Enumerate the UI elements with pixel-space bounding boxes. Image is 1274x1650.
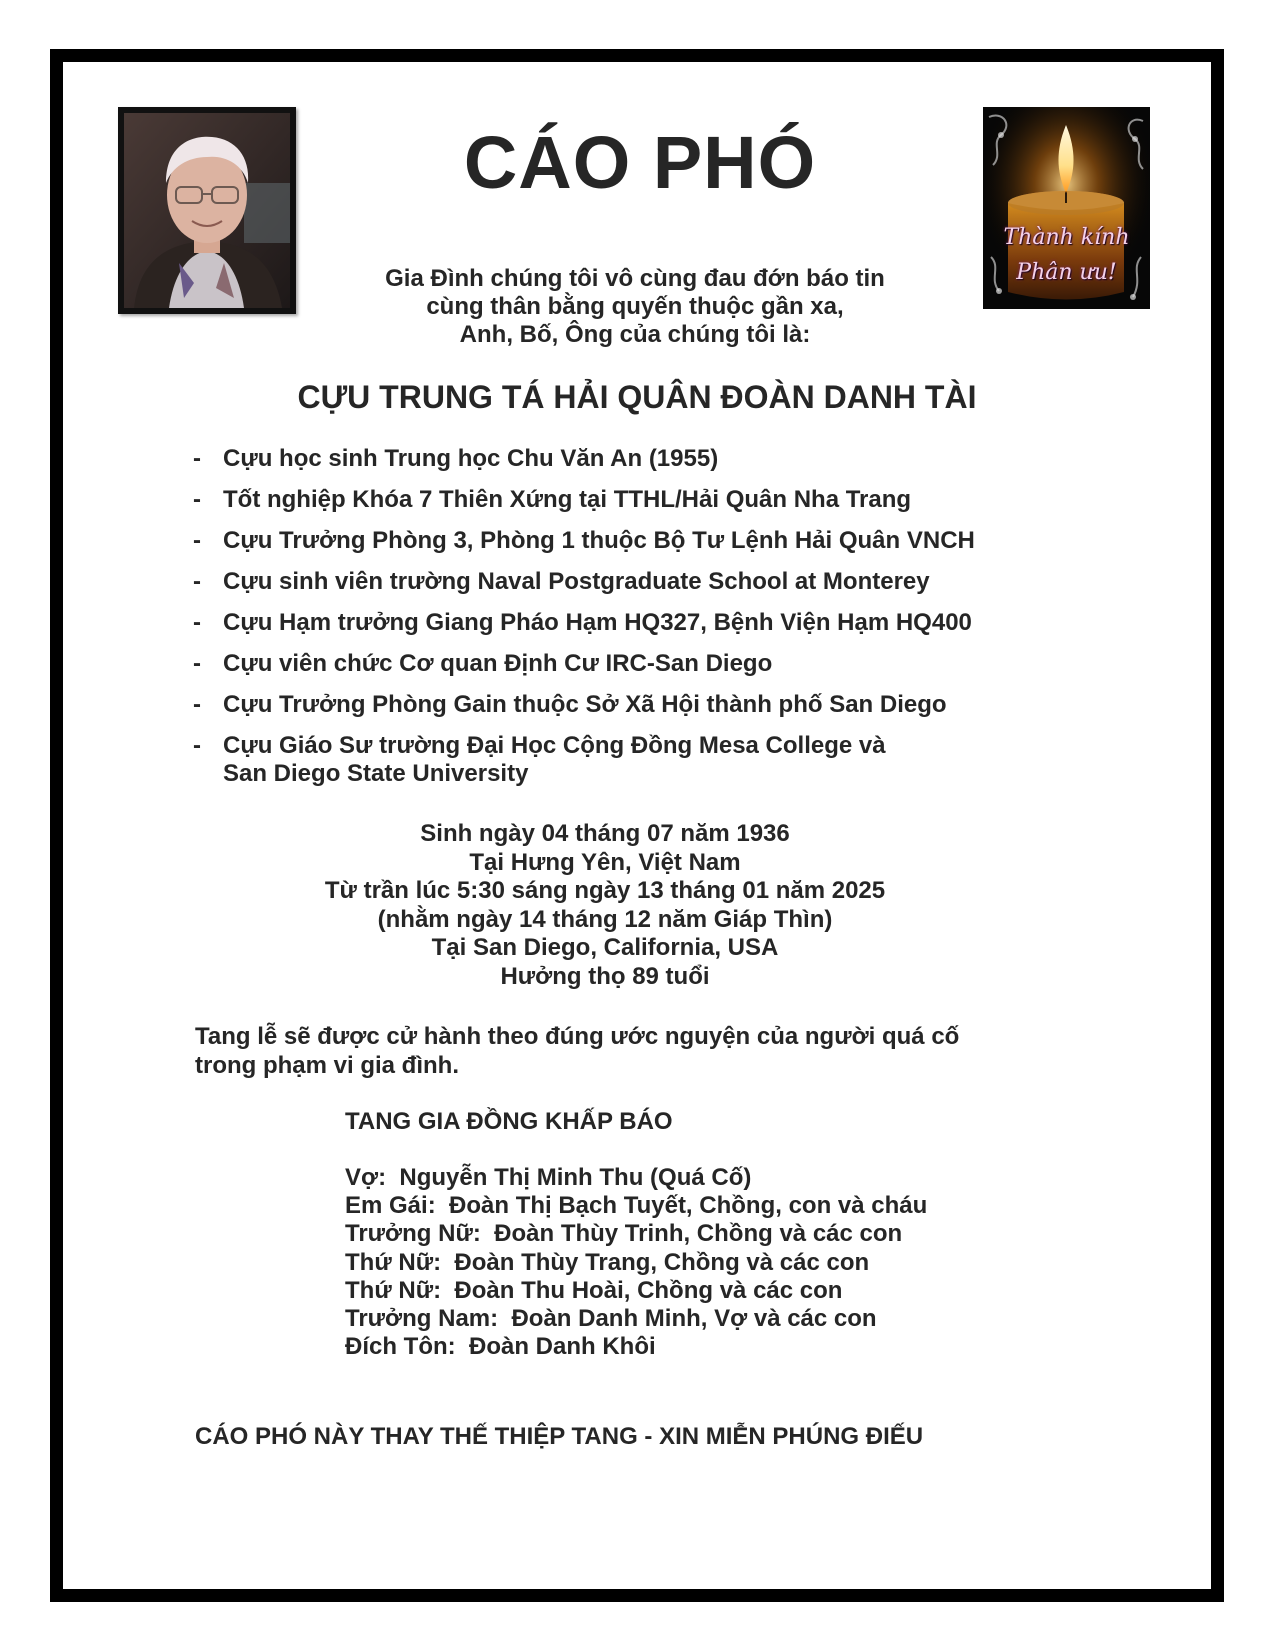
closing-notice: CÁO PHÓ NÀY THAY THẾ THIỆP TANG - XIN MIỄN PHÚNG ĐIẾU	[195, 1423, 924, 1450]
intro-line: Gia Đình chúng tôi vô cùng đau đớn báo tin	[385, 265, 885, 292]
family-member: Thứ Nữ: Đoàn Thu Hoài, Chồng và các con	[345, 1276, 843, 1304]
intro-announcement	[240, 265, 1030, 349]
family-member: Trưởng Nữ: Đoàn Thùy Trinh, Chồng và các con	[345, 1220, 903, 1248]
bio-item: - Cựu học sinh Trung học Chu Văn An (1955)	[193, 445, 719, 472]
deceased-name: CỰU TRUNG TÁ HẢI QUÂN ĐOÀN DANH TÀI	[297, 379, 977, 415]
mourners-section	[345, 1107, 1105, 1361]
bio-item: - Cựu Trưởng Phòng 3, Phòng 1 thuộc Bộ Tư Lệnh Hải Quân VNCH	[193, 527, 975, 554]
lunar-date: (nhằm ngày 14 tháng 12 năm Giáp Thìn)	[377, 905, 833, 933]
death-date: Từ trần lúc 5:30 sáng ngày 13 tháng 01 năm 2025	[324, 877, 886, 904]
family-member: Em Gái: Đoàn Thị Bạch Tuyết, Chồng, con và cháu	[345, 1192, 928, 1220]
age-at-death: Hưởng thọ 89 tuổi	[500, 962, 710, 990]
candle-caption-line1: Thành kính	[1003, 225, 1130, 250]
intro-line: cùng thân bằng quyến thuộc gần xa,	[426, 293, 844, 320]
bio-item: - Tốt nghiệp Khóa 7 Thiên Xứng tại TTHL/Hải Quân Nha Trang	[193, 486, 912, 513]
page-title: CÁO PHÓ	[463, 121, 817, 204]
family-list	[345, 1164, 1105, 1361]
death-place: Tại San Diego, California, USA	[431, 934, 779, 961]
family-member: Đích Tôn: Đoàn Danh Khôi	[345, 1333, 656, 1361]
family-member: Trưởng Nam: Đoàn Danh Minh, Vợ và các con	[345, 1305, 877, 1333]
life-dates	[200, 820, 1010, 991]
candle-caption-line2: Phân ưu!	[1016, 260, 1117, 285]
birth-date: Sinh ngày 04 tháng 07 năm 1936	[420, 820, 790, 847]
biography-list	[193, 445, 1053, 801]
funeral-notice: Tang lễ sẽ được cử hành theo đúng ước nguyện của người quá cố trong phạm vi gia đình.	[195, 1023, 960, 1079]
family-member: Vợ: Nguyễn Thị Minh Thu (Quá Cố)	[345, 1164, 752, 1191]
bio-item: - Cựu Hạm trưởng Giang Pháo Hạm HQ327, Bệnh Viện Hạm HQ400	[193, 609, 972, 636]
intro-line: Anh, Bố, Ông của chúng tôi là:	[459, 321, 811, 348]
bio-item: - Cựu Trưởng Phòng Gain thuộc Sở Xã Hội thành phố San Diego	[193, 691, 947, 718]
birth-place: Tại Hưng Yên, Việt Nam	[469, 848, 741, 876]
bio-item: - Cựu sinh viên trường Naval Postgraduate School at Monterey	[193, 568, 930, 595]
bio-item: - Cựu Giáo Sư trường Đại Học Cộng Đồng Mesa College và San Diego State University	[193, 732, 886, 787]
family-member: Thứ Nữ: Đoàn Thùy Trang, Chồng và các con	[345, 1248, 870, 1276]
mourners-heading: TANG GIA ĐỒNG KHẤP BÁO	[345, 1108, 673, 1135]
bio-item: - Cựu viên chức Cơ quan Định Cư IRC-San Diego	[193, 650, 773, 677]
